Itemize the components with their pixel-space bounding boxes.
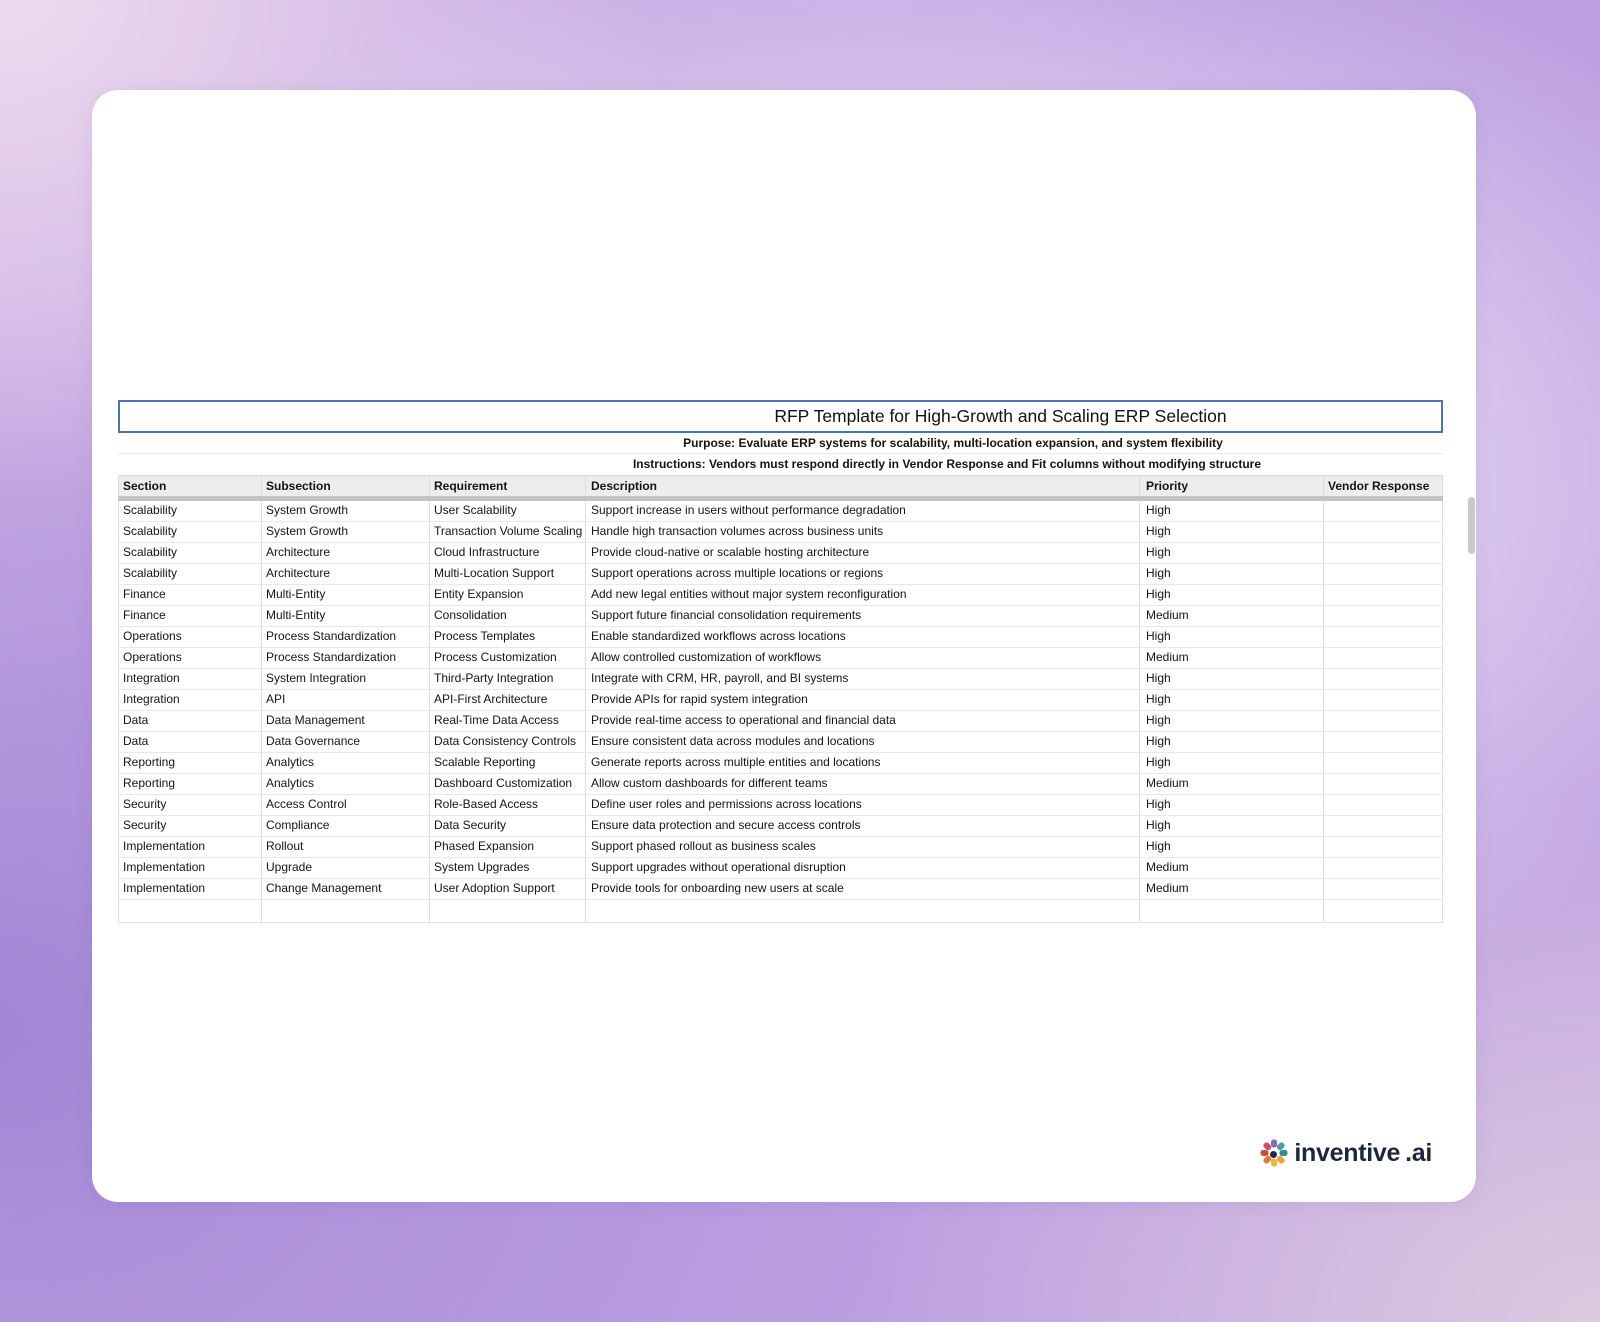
burst-petal [1271,1159,1277,1167]
logo-word: inventive [1294,1138,1401,1167]
cell-priority[interactable]: High [1140,711,1324,731]
cell-subsection[interactable]: Upgrade [262,858,430,878]
column-header-vendor-response[interactable]: Vendor Response [1324,476,1443,496]
cell-priority[interactable]: Medium [1140,858,1324,878]
cell-description[interactable]: Allow controlled customization of workflows [586,648,1140,668]
cell-vendor-response[interactable] [1324,690,1443,710]
cell-requirement[interactable]: Data Consistency Controls [430,732,586,752]
cell-section[interactable]: Integration [118,690,262,710]
cell-vendor-response[interactable] [1324,732,1443,752]
cell-description[interactable]: Support future financial consolidation requirements [586,606,1140,626]
cell-requirement[interactable]: Phased Expansion [430,837,586,857]
cell-description[interactable]: Provide real-time access to operational and financial data [586,711,1140,731]
cell-priority[interactable]: High [1140,753,1324,773]
cell-priority[interactable]: High [1140,837,1324,857]
empty-row [118,900,1443,923]
cell-vendor-response[interactable] [1324,774,1443,794]
cell-priority[interactable]: Medium [1140,606,1324,626]
cell-priority[interactable]: High [1140,585,1324,605]
cell-requirement[interactable]: Transaction Volume Scaling [430,522,586,542]
table-header-row [118,475,1443,496]
cell-subsection[interactable]: Change Management [262,879,430,899]
cell-priority[interactable]: High [1140,690,1324,710]
burst-petal [1260,1150,1268,1156]
cell-description[interactable]: Integrate with CRM, HR, payroll, and BI systems [586,669,1140,689]
cell-subsection[interactable]: Data Management [262,711,430,731]
table-row [118,711,1443,732]
column-header-requirement[interactable]: Requirement [430,476,586,496]
document-card [92,90,1476,1202]
cell-requirement[interactable]: Entity Expansion [430,585,586,605]
cell-vendor-response[interactable] [1324,585,1443,605]
table-row [118,669,1443,690]
sheet-title-cell[interactable]: RFP Template for High-Growth and Scaling ERP Selection [118,400,1443,433]
cell-empty[interactable] [1324,900,1443,922]
cell-section[interactable]: Implementation [118,879,262,899]
cell-priority[interactable]: High [1140,501,1324,521]
table-row [118,648,1443,669]
cell-priority[interactable]: Medium [1140,774,1324,794]
cell-description[interactable]: Provide tools for onboarding new users at scale [586,879,1140,899]
cell-subsection[interactable]: Analytics [262,753,430,773]
cell-vendor-response[interactable] [1324,627,1443,647]
cell-section[interactable]: Scalability [118,564,262,584]
cell-empty[interactable] [1140,900,1324,922]
cell-section[interactable]: Implementation [118,837,262,857]
table-row [118,795,1443,816]
cell-empty[interactable] [430,900,586,922]
cell-subsection[interactable]: Process Standardization [262,648,430,668]
cell-priority[interactable]: High [1140,816,1324,836]
table-row [118,858,1443,879]
cell-description[interactable]: Generate reports across multiple entities and locations [586,753,1140,773]
cell-priority[interactable]: High [1140,795,1324,815]
cell-vendor-response[interactable] [1324,564,1443,584]
cell-subsection[interactable]: Architecture [262,564,430,584]
table-row [118,522,1443,543]
burst-petal [1276,1155,1286,1165]
cell-section[interactable]: Implementation [118,858,262,878]
cell-requirement[interactable]: Scalable Reporting [430,753,586,773]
cell-requirement[interactable]: Data Security [430,816,586,836]
table-row [118,879,1443,900]
cell-requirement[interactable]: User Scalability [430,501,586,521]
cell-priority[interactable]: High [1140,732,1324,752]
cell-section[interactable]: Finance [118,606,262,626]
cell-priority[interactable]: Medium [1140,648,1324,668]
cell-vendor-response[interactable] [1324,522,1443,542]
cell-empty[interactable] [118,900,262,922]
vertical-scrollbar-thumb[interactable] [1468,497,1475,554]
table-row [118,837,1443,858]
cell-section[interactable]: Security [118,816,262,836]
cell-description[interactable]: Add new legal entities without major system reconfiguration [586,585,1140,605]
cell-empty[interactable] [586,900,1140,922]
spreadsheet [118,400,1443,923]
logo-text [1294,1140,1432,1167]
logo-suffix: .ai [1405,1138,1432,1167]
inventive-logo [1260,1136,1432,1170]
cell-requirement[interactable]: Role-Based Access [430,795,586,815]
column-header-description[interactable]: Description [586,476,1140,496]
cell-section[interactable]: Scalability [118,543,262,563]
table-row [118,732,1443,753]
table-row [118,816,1443,837]
cell-priority[interactable]: High [1140,564,1324,584]
cell-subsection[interactable]: Data Governance [262,732,430,752]
cell-requirement[interactable]: Cloud Infrastructure [430,543,586,563]
cell-section[interactable]: Data [118,732,262,752]
purpose-row[interactable]: Purpose: Evaluate ERP systems for scalability, multi-location expansion, and system flexibility [118,433,1443,454]
table-row [118,543,1443,564]
cell-vendor-response[interactable] [1324,879,1443,899]
cell-requirement[interactable]: Dashboard Customization [430,774,586,794]
cell-section[interactable]: Scalability [118,522,262,542]
cell-description[interactable]: Ensure data protection and secure access controls [586,816,1140,836]
cell-vendor-response[interactable] [1324,858,1443,878]
column-header-section[interactable]: Section [118,476,262,496]
cell-vendor-response[interactable] [1324,753,1443,773]
cell-description[interactable]: Support upgrades without operational disruption [586,858,1140,878]
cell-priority[interactable]: High [1140,543,1324,563]
cell-subsection[interactable]: System Growth [262,522,430,542]
cell-subsection[interactable]: System Growth [262,501,430,521]
cell-requirement[interactable]: Consolidation [430,606,586,626]
cell-subsection[interactable]: Architecture [262,543,430,563]
cell-priority[interactable]: High [1140,627,1324,647]
cell-vendor-response[interactable] [1324,543,1443,563]
table-row [118,501,1443,522]
cell-vendor-response[interactable] [1324,606,1443,626]
cell-description[interactable]: Provide APIs for rapid system integration [586,690,1140,710]
cell-subsection[interactable]: Multi-Entity [262,585,430,605]
cell-vendor-response[interactable] [1324,837,1443,857]
cell-section[interactable]: Data [118,711,262,731]
cell-description[interactable]: Provide cloud-native or scalable hosting architecture [586,543,1140,563]
cell-vendor-response[interactable] [1324,795,1443,815]
cell-section[interactable]: Security [118,795,262,815]
cell-description[interactable]: Ensure consistent data across modules and locations [586,732,1140,752]
cell-section[interactable]: Integration [118,669,262,689]
cell-vendor-response[interactable] [1324,648,1443,668]
cell-requirement[interactable]: Process Customization [430,648,586,668]
inventive-burst-icon [1260,1140,1287,1167]
table-body [118,501,1443,900]
table-row [118,627,1443,648]
cell-description[interactable]: Define user roles and permissions across locations [586,795,1140,815]
cell-description[interactable]: Support phased rollout as business scales [586,837,1140,857]
cell-description[interactable]: Support increase in users without performance degradation [586,501,1140,521]
cell-requirement[interactable]: Multi-Location Support [430,564,586,584]
table-row [118,774,1443,795]
table-row [118,606,1443,627]
cell-subsection[interactable]: Process Standardization [262,627,430,647]
cell-vendor-response[interactable] [1324,711,1443,731]
column-header-priority[interactable]: Priority [1140,476,1324,496]
cell-description[interactable]: Support operations across multiple locations or regions [586,564,1140,584]
table-row [118,690,1443,711]
table-row [118,585,1443,606]
cell-subsection[interactable]: Access Control [262,795,430,815]
cell-priority[interactable]: High [1140,522,1324,542]
cell-section[interactable]: Reporting [118,774,262,794]
instructions-row[interactable]: Instructions: Vendors must respond directly in Vendor Response and Fit columns without modifying structure [632,457,1262,471]
column-header-subsection[interactable]: Subsection [262,476,430,496]
cell-section[interactable]: Scalability [118,501,262,521]
cell-vendor-response[interactable] [1324,816,1443,836]
cell-subsection[interactable]: Multi-Entity [262,606,430,626]
cell-requirement[interactable]: Real-Time Data Access [430,711,586,731]
cell-priority[interactable]: Medium [1140,879,1324,899]
cell-requirement[interactable]: System Upgrades [430,858,586,878]
cell-requirement[interactable]: Third-Party Integration [430,669,586,689]
cell-section[interactable]: Finance [118,585,262,605]
cell-subsection[interactable]: Compliance [262,816,430,836]
cell-section[interactable]: Operations [118,648,262,668]
cell-empty[interactable] [262,900,430,922]
cell-vendor-response[interactable] [1324,669,1443,689]
cell-requirement[interactable]: User Adoption Support [430,879,586,899]
cell-description[interactable]: Enable standardized workflows across locations [586,627,1140,647]
cell-description[interactable]: Handle high transaction volumes across business units [586,522,1140,542]
cell-subsection[interactable]: System Integration [262,669,430,689]
cell-subsection[interactable]: API [262,690,430,710]
cell-section[interactable]: Reporting [118,753,262,773]
cell-requirement[interactable]: API-First Architecture [430,690,586,710]
cell-vendor-response[interactable] [1324,501,1443,521]
cell-subsection[interactable]: Rollout [262,837,430,857]
cell-description[interactable]: Allow custom dashboards for different teams [586,774,1140,794]
cell-requirement[interactable]: Process Templates [430,627,586,647]
cell-subsection[interactable]: Analytics [262,774,430,794]
cell-section[interactable]: Operations [118,627,262,647]
table-row [118,564,1443,585]
cell-priority[interactable]: High [1140,669,1324,689]
table-row [118,753,1443,774]
